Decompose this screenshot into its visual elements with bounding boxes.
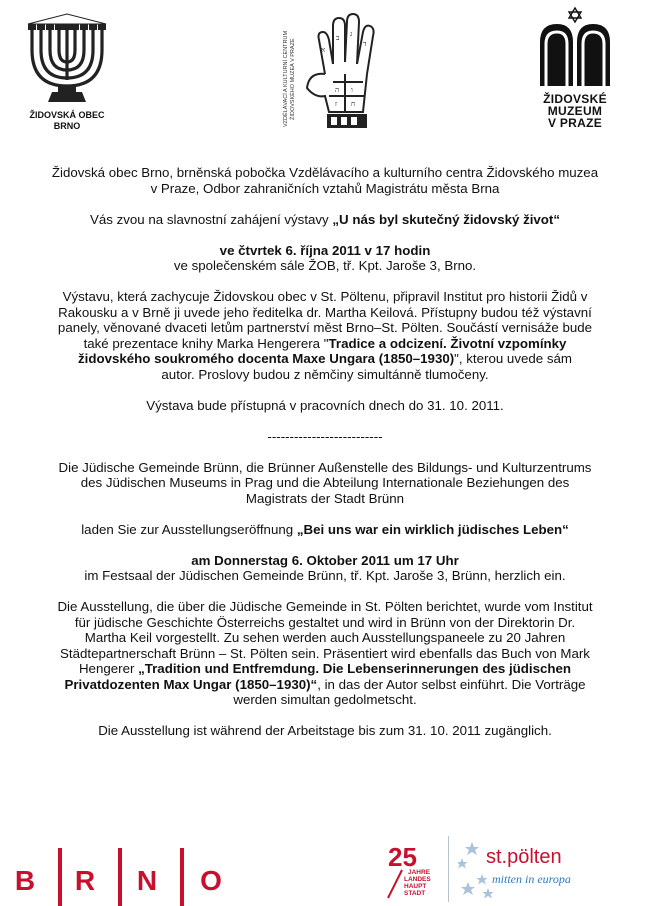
- st-polten-name: st.pölten: [486, 846, 562, 868]
- de-venue: im Festsaal der Jüdischen Gemeinde Brünn, tř. Kpt. Jaroše 3, Brünn, herzlich ein.: [84, 568, 566, 583]
- cz-intro-line: Židovská obec Brno, brněnská pobočka Vzdělávacího a kulturního centra Židovského muzea: [51, 165, 599, 180]
- cz-intro-line: v Praze, Odbor zahraničních vztahů Magistrátu města Brna: [150, 180, 500, 196]
- 25-jahre-logo: [386, 840, 436, 900]
- de-text: Hengerer: [78, 661, 139, 676]
- brno-city-logo: [10, 848, 260, 906]
- education-center-logo: [283, 12, 383, 132]
- cz-paragraph-line: Výstavu, která zachycuje Židovskou obec v St. Pöltenu, připravil Institut pro historii Židů v: [62, 289, 588, 304]
- brno-letter: N: [136, 865, 158, 896]
- de-paragraph-line: Städtepartnerschaft Brünn – St. Pölten sein. Präsentiert wird ebenfalls das Buch von Mark: [60, 645, 590, 661]
- st-polten-tagline: mitten in europa: [492, 872, 571, 886]
- brno-letter: O: [200, 865, 222, 896]
- de-book-title: Privatdozenten Max Ungar (1850–1930)“: [64, 676, 318, 692]
- cz-text: ", kterou uvede sám: [454, 351, 572, 366]
- de-intro-line: des Jüdischen Museums in Prag und die Abteilung Internationale Beziehungen des: [80, 475, 570, 490]
- de-exhibition-title: „Bei uns war ein wirklich jüdisches Leben“: [296, 521, 569, 537]
- de-book-title: „Tradition und Entfremdung. Die Lebenserinnerungen des jüdischen: [138, 661, 572, 676]
- cz-paragraph-line: Rakousku a v Brně ji uvede jeho ředitelka dr. Martha Keilová. Přístupny budou též výstavní: [58, 304, 592, 320]
- cz-access: Výstava bude přístupná v pracovních dnech do 31. 10. 2011.: [146, 397, 504, 413]
- st-polten-logo: [458, 836, 638, 902]
- cz-book-title: Tradice a odcizení. Životní vzpomínky: [328, 335, 567, 351]
- cz-book-title: židovského soukromého docenta Maxe Ungara (1850–1930): [78, 351, 455, 366]
- invitation-text: [14, 165, 636, 739]
- brno-letter: R: [74, 865, 96, 896]
- footer-divider: [448, 836, 449, 902]
- center-vertical-text-2: ŽIDOVSKÉHO MUZEA V PRAZE: [290, 38, 296, 120]
- star-of-david-tablets-icon: [530, 6, 620, 88]
- zidovske-muzeum-logo: [530, 6, 620, 131]
- de-access: Die Ausstellung ist während der Arbeitstage bis zum 31. 10. 2011 zugänglich.: [98, 723, 552, 738]
- de-intro-line: Die Jüdische Gemeinde Brünn, die Brünner Außenstelle des Bildungs- und Kulturzentrums: [58, 459, 592, 475]
- cz-paragraph-line: panely, věnované dvaceti letům partnerství měst Brno–St. Pölten. Součástí vernisáže bude: [57, 320, 593, 335]
- obec-logo-line2: BRNO: [53, 121, 81, 131]
- cz-date: ve čtvrtek 6. října 2011 v 17 hodin: [219, 242, 431, 258]
- svg-text:א: א: [321, 46, 326, 54]
- svg-text:ד: ד: [363, 40, 367, 48]
- center-vertical-text-1: VZDĚLÁVACÍ A KULTURNÍ CENTRUM: [283, 30, 289, 128]
- cz-paragraph-line: [14, 351, 636, 367]
- menorah-icon: [22, 10, 112, 105]
- logo25-text: LANDES: [404, 876, 431, 883]
- de-paragraph-line: [14, 661, 636, 677]
- cz-exhibition-title: „U nás byl skutečný židovský život“: [332, 211, 561, 227]
- brno-bar: [180, 848, 184, 906]
- de-paragraph-line: Martha Keil vorgestellt. Zu sehen werden auch Ausstellungspaneele zu 20 Jahren: [84, 630, 566, 645]
- cz-paragraph-line: [14, 336, 636, 352]
- de-paragraph-line: Die Ausstellung, die über die Jüdische Gemeinde in St. Pölten berichtet, wurde vom Institut: [57, 599, 593, 614]
- svg-text:ח: ח: [351, 100, 356, 108]
- cz-paragraph-line: autor. Proslovy budou z němčiny simultánně tlumočeny.: [161, 366, 489, 382]
- brno-bar: [118, 848, 122, 906]
- de-text: , in das der Autor selbst einführt. Die Vorträge: [317, 676, 586, 692]
- de-paragraph-line: [14, 677, 636, 693]
- de-invite: [14, 522, 636, 538]
- cz-venue: ve společenském sále ŽOB, tř. Kpt. Jaroše 3, Brno.: [173, 258, 477, 273]
- de-date: am Donnerstag 6. Oktober 2011 um 17 Uhr: [191, 552, 459, 568]
- svg-text:ו: ו: [351, 86, 353, 94]
- logo25-number: 25: [388, 842, 417, 872]
- logo25-text: HAUPT: [404, 883, 427, 890]
- svg-text:ה: ה: [335, 86, 340, 94]
- logo25-text: STADT: [404, 890, 426, 897]
- obec-logo-line1: ŽIDOVSKÁ OBEC: [29, 110, 105, 120]
- svg-text:ב: ב: [336, 34, 340, 42]
- muzeum-logo-line1: ŽIDOVSKÉ: [543, 92, 607, 106]
- hand-icon: [305, 12, 380, 132]
- cz-invite-prefix: Vás zvou na slavnostní zahájení výstavy: [89, 211, 333, 227]
- muzeum-logo-line3: V PRAZE: [547, 116, 603, 130]
- brno-letter: B: [14, 865, 36, 896]
- de-intro-line: Magistrats der Stadt Brünn: [245, 490, 405, 506]
- muzeum-logo-line2: MUZEUM: [547, 104, 603, 118]
- svg-text:ג: ג: [350, 30, 353, 38]
- cz-invite: [14, 212, 636, 228]
- zidovska-obec-brno-logo: [22, 10, 112, 135]
- brno-bar: [58, 848, 62, 906]
- cz-text: také prezentace knihy Marka Hengerera ": [83, 335, 329, 351]
- de-paragraph-line: für jüdische Geschichte Österreichs gestaltet und wird in Brünn von der Direktorin Dr.: [74, 614, 576, 630]
- de-invite-prefix: laden Sie zur Ausstellungseröffnung: [81, 521, 297, 537]
- de-paragraph-line: werden simultan gedolmetscht.: [233, 692, 417, 707]
- logo25-text: JAHRE: [408, 869, 431, 876]
- separator: --------------------------: [267, 428, 383, 444]
- svg-text:ז: ז: [335, 100, 337, 108]
